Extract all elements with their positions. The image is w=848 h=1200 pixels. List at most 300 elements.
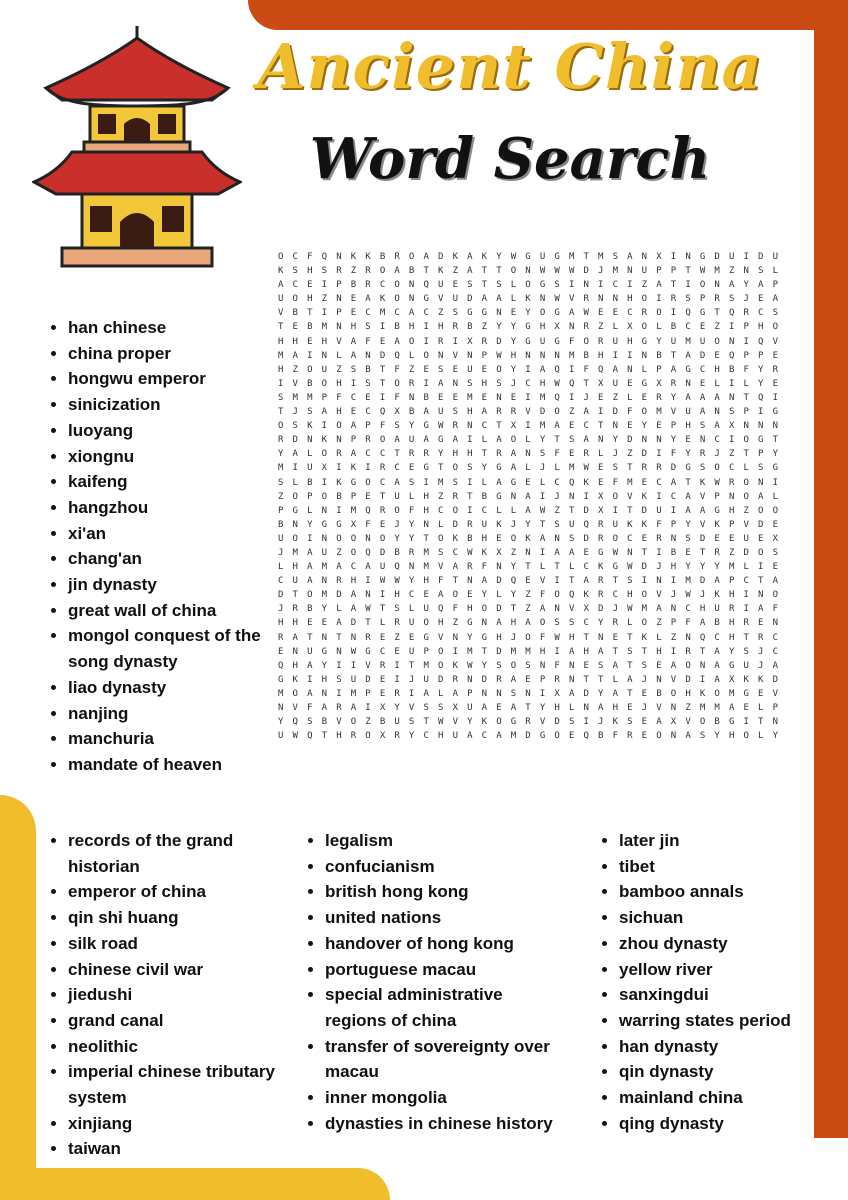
grid-letter: N [627,266,633,277]
grid-letter: Q [510,576,517,587]
grid-letter: E [568,731,575,742]
grid-letter: N [292,646,298,657]
grid-letter: X [627,322,633,333]
grid-letter: U [438,280,444,291]
grid-row [278,306,788,320]
grid-row [278,391,788,405]
grid-letter: E [525,477,531,488]
grid-letter: I [307,674,313,685]
grid-letter: Z [612,392,618,403]
grid-letter: A [699,392,706,403]
grid-letter: N [685,378,691,389]
grid-letter: H [321,674,328,685]
grid-letter: C [365,407,371,418]
grid-letter: V [452,717,458,728]
grid-letter: U [307,646,313,657]
grid-letter: L [496,590,502,601]
grid-letter: I [656,547,662,558]
grid-letter: A [612,660,618,671]
grid-letter: T [627,505,633,516]
grid-letter: V [438,294,444,305]
grid-letter: O [641,618,648,629]
grid-letter: W [467,547,473,558]
grid-letter: U [307,463,313,474]
grid-letter: T [408,660,415,671]
word-list-item: • warring states period [619,1008,809,1034]
grid-letter: I [423,378,429,389]
grid-letter: M [278,688,284,699]
grid-letter: S [292,266,298,277]
grid-letter: A [510,703,517,713]
grid-letter: T [379,604,386,615]
grid-letter: S [554,519,560,530]
grid-letter: Z [336,364,342,375]
grid-letter: E [627,421,633,432]
grid-letter: M [321,590,328,601]
grid-letter: P [743,322,749,333]
grid-letter: Q [379,407,386,418]
grid-letter: R [598,533,604,544]
grid-letter: E [423,364,429,375]
grid-letter: R [598,336,604,347]
grid-letter: A [598,646,604,657]
word-list-item: • british hong kong [325,879,565,905]
grid-letter: E [714,350,720,361]
grid-letter: O [510,533,517,544]
grid-letter: E [379,519,386,530]
grid-letter: H [336,407,342,418]
grid-letter: R [714,547,720,558]
grid-letter: Z [481,322,488,333]
grid-letter: L [496,505,502,516]
word-list-item: • xinjiang [68,1111,278,1137]
grid-letter: P [714,491,720,502]
grid-letter: A [423,688,429,699]
grid-letter: G [554,308,560,319]
grid-letter: Z [728,266,735,277]
grid-letter: R [336,449,342,460]
grid-letter: I [728,435,735,446]
grid-letter: I [685,280,691,291]
grid-letter: H [467,407,473,418]
grid-letter: N [598,294,604,305]
grid-letter: K [612,717,618,728]
grid-letter: K [525,533,531,544]
grid-letter: C [627,533,633,544]
grid-letter: X [656,378,662,389]
grid-letter: I [525,364,531,375]
grid-letter: Y [699,562,706,573]
grid-letter: A [350,590,357,601]
grid-letter: D [699,576,706,587]
grid-row [278,335,788,349]
grid-letter: H [278,336,284,347]
grid-letter: R [336,703,342,713]
grid-letter: L [408,350,415,361]
grid-letter: H [423,576,429,587]
grid-letter: B [598,731,604,742]
grid-letter: A [525,505,531,516]
grid-letter: A [321,703,328,713]
grid-letter: K [481,717,488,728]
grid-letter: I [423,322,429,333]
grid-letter: B [321,717,328,728]
grid-letter: V [292,378,298,389]
grid-letter: B [336,491,342,502]
grid-letter: Z [728,547,735,558]
grid-letter: C [278,576,284,587]
grid-letter: M [292,547,298,558]
grid-letter: H [423,505,429,516]
grid-letter: I [394,660,400,671]
grid-letter: V [568,294,575,305]
grid-letter: C [554,477,560,488]
grid-letter: H [467,604,473,615]
grid-letter: G [685,364,691,375]
grid-letter: T [598,421,604,432]
grid-letter: B [670,322,677,333]
grid-letter: R [641,308,648,319]
grid-letter: U [539,336,546,347]
grid-letter: O [699,280,706,291]
grid-letter: C [365,449,371,460]
grid-letter: M [307,392,313,403]
grid-letter: R [670,294,677,305]
grid-letter: W [292,731,298,742]
grid-letter: E [641,731,648,742]
letter-grid [278,250,788,743]
grid-letter: N [321,533,328,544]
grid-letter: E [510,308,517,319]
grid-letter: R [598,519,604,530]
decor-orange-right-band [814,28,848,1138]
grid-letter: E [350,294,357,305]
grid-letter: V [670,407,677,418]
grid-letter: Y [714,731,720,742]
grid-letter: I [670,576,677,587]
grid-letter: K [496,519,502,530]
grid-letter: O [743,731,749,742]
grid-letter: A [394,336,400,347]
word-list-item: • bamboo annals [619,879,809,905]
grid-letter: P [656,364,662,375]
grid-letter: C [656,477,662,488]
grid-letter: N [321,576,328,587]
grid-letter: U [452,731,458,742]
grid-letter: P [307,491,313,502]
grid-letter: N [336,646,342,657]
grid-letter: R [670,378,677,389]
word-list-item: • mainland china [619,1085,809,1111]
grid-letter: A [670,660,677,671]
grid-letter: A [714,646,720,657]
grid-letter: T [772,435,779,446]
grid-letter: T [336,632,342,643]
grid-letter: P [670,266,677,277]
grid-letter: O [525,280,531,291]
grid-letter: Y [525,308,531,319]
grid-row [278,447,788,461]
grid-letter: A [758,280,764,291]
grid-letter: X [394,407,400,418]
grid-letter: L [758,731,764,742]
grid-letter: K [627,519,633,530]
grid-letter: L [714,378,720,389]
grid-letter: B [292,308,298,319]
grid-letter: B [307,477,313,488]
grid-row [278,588,788,602]
grid-letter: S [525,660,531,671]
grid-letter: U [438,407,444,418]
grid-letter: E [307,280,313,291]
grid-letter: O [641,322,648,333]
grid-letter: Q [758,336,764,347]
grid-row [278,490,788,504]
grid-letter: P [670,421,677,432]
grid-letter: Q [321,252,328,262]
grid-letter: G [728,660,735,671]
grid-letter: I [467,435,473,446]
grid-letter: R [481,336,488,347]
grid-letter: R [278,632,284,643]
grid-letter: B [307,322,313,333]
grid-letter: R [467,562,473,573]
grid-letter: J [510,378,517,389]
grid-letter: J [598,717,604,728]
grid-letter: Y [656,336,662,347]
grid-letter: I [336,463,342,474]
grid-letter: A [438,378,444,389]
grid-letter: H [670,562,677,573]
grid-letter: I [728,322,735,333]
grid-letter: L [379,618,386,629]
grid-letter: S [452,477,458,488]
grid-letter: E [307,618,313,629]
grid-letter: B [408,266,415,277]
grid-row [278,504,788,518]
grid-letter: G [554,252,560,262]
grid-letter: O [612,533,618,544]
grid-letter: V [627,491,633,502]
word-list-item: • records of the grand historian [68,828,278,879]
grid-letter: D [525,731,531,742]
grid-letter: G [554,336,560,347]
grid-letter: F [438,576,444,587]
grid-letter: O [394,280,400,291]
grid-letter: N [496,688,502,699]
grid-letter: N [641,350,648,361]
grid-letter: N [408,280,415,291]
grid-letter: R [743,618,749,629]
grid-letter: A [481,703,488,713]
grid-letter: Q [292,717,298,728]
grid-letter: M [525,646,531,657]
grid-letter: N [554,604,560,615]
grid-letter: U [699,336,706,347]
grid-letter: T [481,449,488,460]
grid-letter: C [525,378,531,389]
grid-letter: L [554,463,560,474]
grid-letter: C [350,562,357,573]
grid-letter: L [307,449,313,460]
grid-letter: W [568,266,575,277]
grid-letter: D [438,674,444,685]
grid-letter: M [598,252,604,262]
grid-letter: E [758,688,764,699]
grid-letter: Z [627,449,633,460]
grid-letter: N [408,294,415,305]
grid-letter: U [656,505,662,516]
grid-letter: H [627,294,633,305]
grid-letter: A [583,407,589,418]
grid-letter: G [423,421,429,432]
grid-letter: Z [510,547,517,558]
grid-letter: E [321,618,328,629]
grid-letter: T [292,590,298,601]
grid-letter: H [481,378,488,389]
grid-letter: T [670,350,677,361]
grid-letter: H [728,590,735,601]
grid-letter: Q [728,350,735,361]
decor-yellow-left-band [0,795,36,1200]
grid-letter: R [408,547,415,558]
word-list-item: • neolithic [68,1034,278,1060]
grid-letter: G [714,505,720,516]
title-ancient-china: Ancient China [257,30,763,103]
grid-letter: C [408,590,415,601]
grid-letter: N [656,576,662,587]
grid-letter: F [365,519,371,530]
grid-letter: J [278,604,284,615]
grid-letter: E [452,364,458,375]
grid-letter: R [583,322,589,333]
grid-letter: A [510,463,517,474]
grid-letter: H [598,350,604,361]
grid-letter: R [292,604,298,615]
grid-letter: E [452,280,458,291]
grid-letter: O [554,731,560,742]
grid-letter: A [685,731,691,742]
grid-letter: E [496,533,502,544]
grid-letter: N [438,350,444,361]
grid-letter: P [772,703,779,713]
grid-letter: J [394,519,400,530]
grid-letter: E [641,533,648,544]
grid-letter: O [278,421,284,432]
grid-letter: M [714,703,720,713]
grid-letter: U [685,407,691,418]
word-list-item: • portuguese macau [325,957,565,983]
word-list-item: • yellow river [619,957,809,983]
grid-letter: H [350,322,357,333]
grid-letter: V [539,717,546,728]
grid-letter: S [365,322,371,333]
grid-letter: H [554,703,560,713]
grid-letter: A [350,421,357,432]
word-list-item: • hangzhou [68,495,268,521]
grid-letter: T [379,364,386,375]
word-list-item: • mongol conquest of the song dynasty [68,623,268,674]
grid-letter: R [714,294,720,305]
grid-letter: N [321,688,328,699]
grid-letter: T [525,562,531,573]
grid-letter: A [496,477,502,488]
grid-letter: E [656,421,662,432]
grid-letter: U [714,604,720,615]
grid-letter: T [743,449,749,460]
grid-letter: A [481,407,488,418]
grid-letter: J [670,590,677,601]
grid-letter: Q [685,308,691,319]
grid-row [278,461,788,475]
grid-row [278,433,788,447]
grid-letter: Q [568,590,575,601]
grid-letter: I [612,350,618,361]
grid-letter: A [307,562,313,573]
grid-letter: M [423,547,429,558]
grid-letter: D [467,294,473,305]
grid-letter: U [278,731,284,742]
grid-letter: E [408,632,415,643]
grid-letter: T [554,435,560,446]
grid-letter: S [452,407,458,418]
grid-letter: J [583,392,589,403]
grid-row [278,715,788,729]
grid-letter: Y [510,322,517,333]
grid-letter: I [670,308,677,319]
grid-letter: T [467,491,473,502]
grid-letter: J [656,562,662,573]
grid-letter: H [423,491,429,502]
grid-letter: T [685,477,691,488]
grid-letter: F [365,336,371,347]
grid-letter: Y [685,562,691,573]
grid-letter: L [641,364,648,375]
grid-letter: T [612,576,618,587]
grid-letter: N [627,547,633,558]
grid-letter: D [641,449,648,460]
grid-letter: M [568,350,575,361]
grid-letter: Y [481,463,488,474]
grid-letter: S [772,547,779,558]
grid-letter: A [510,449,517,460]
grid-letter: F [307,703,313,713]
grid-letter: Y [394,703,400,713]
grid-letter: G [336,519,342,530]
grid-letter: E [772,562,779,573]
grid-letter: Q [758,392,764,403]
grid-letter: T [714,308,720,319]
grid-letter: R [452,674,458,685]
grid-letter: K [452,660,458,671]
grid-letter: R [394,731,400,742]
grid-letter: A [350,350,357,361]
grid-letter: B [379,252,386,262]
grid-letter: T [423,533,429,544]
grid-letter: U [278,294,284,305]
grid-row [278,645,788,659]
grid-letter: S [568,435,575,446]
grid-letter: I [568,364,575,375]
grid-letter: A [307,660,313,671]
grid-letter: N [467,674,473,685]
grid-row [278,349,788,363]
grid-letter: K [336,477,342,488]
grid-letter: N [728,491,735,502]
grid-letter: O [714,336,720,347]
word-list-left-bottom [50,828,278,1162]
grid-letter: W [554,378,560,389]
